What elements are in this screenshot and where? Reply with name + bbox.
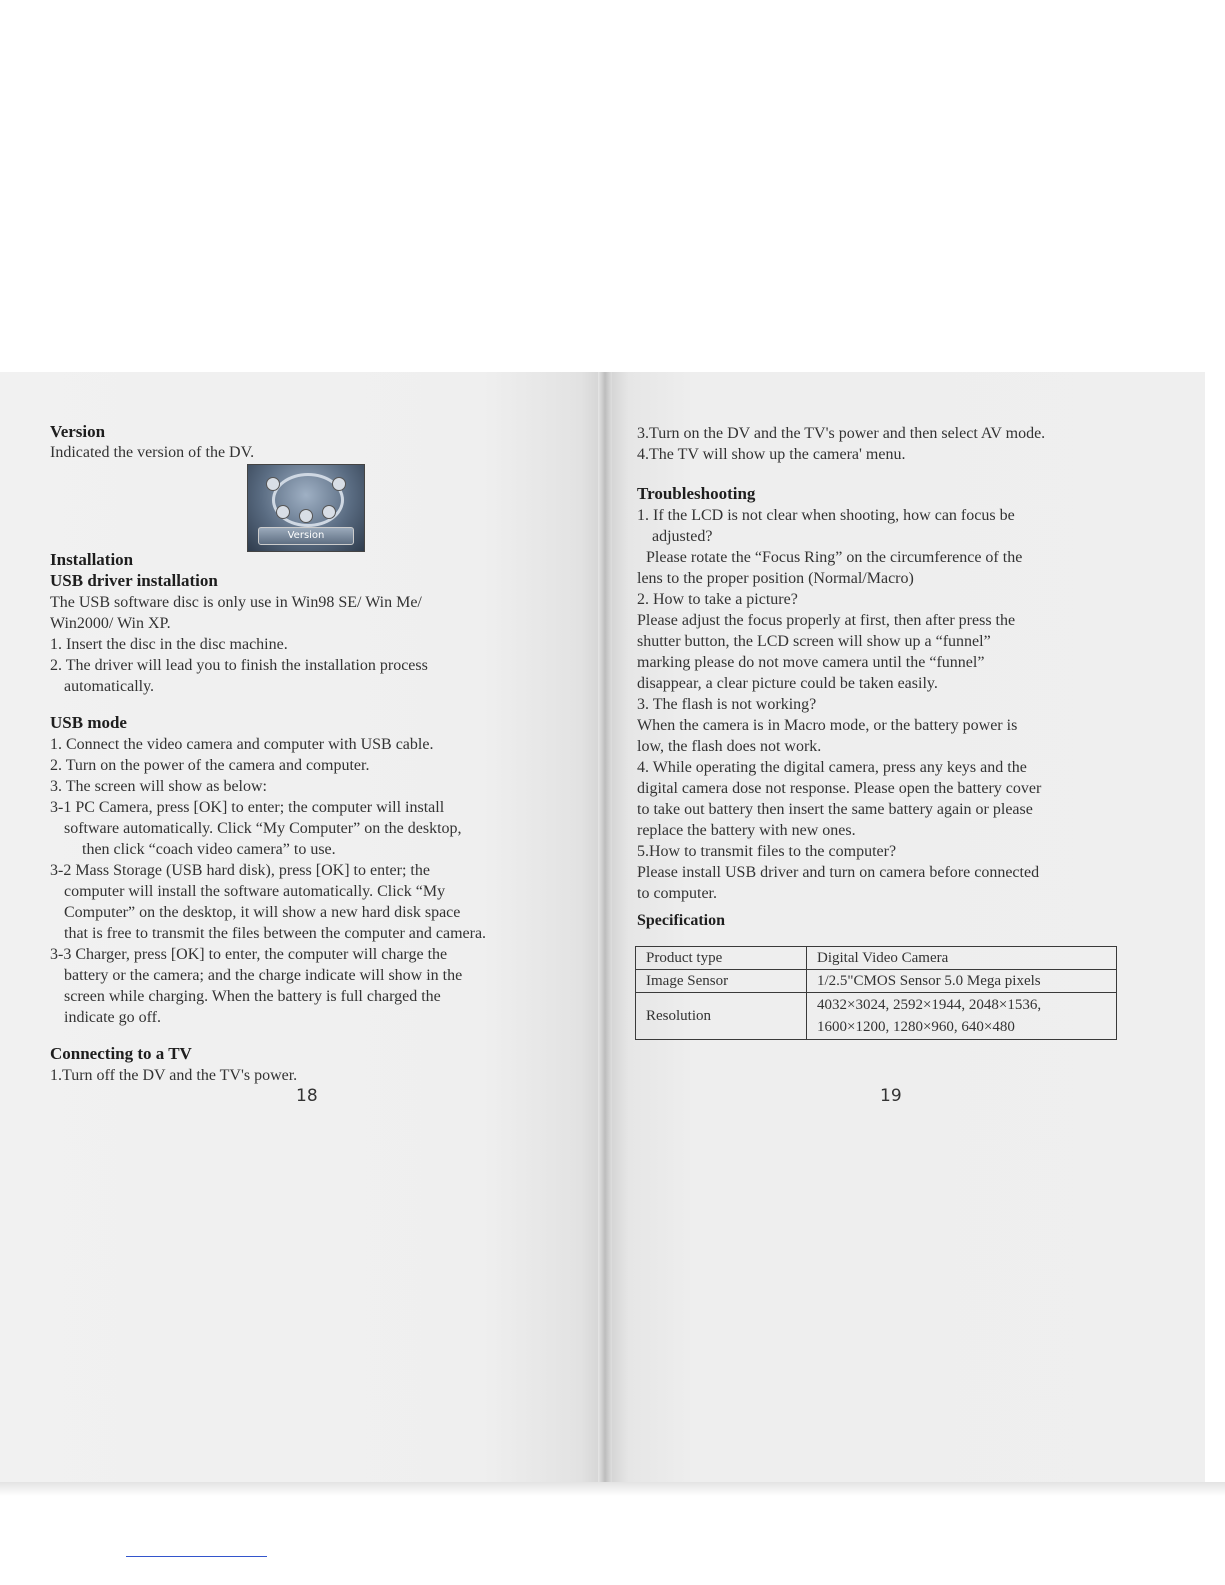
troubleshooting-line: 3. The flash is not working? <box>637 696 817 713</box>
usb-driver-line: Win2000/ Win XP. <box>50 615 171 632</box>
tv-line: 4.The TV will show up the camera' menu. <box>637 446 906 463</box>
usb-mode-line: 1. Connect the video camera and computer with USB cable. <box>50 736 434 753</box>
troubleshooting-line: 2. How to take a picture? <box>637 591 798 608</box>
troubleshooting-line: 5.How to transmit files to the computer? <box>637 843 897 860</box>
troubleshooting-heading: Troubleshooting <box>637 484 756 503</box>
usb-mode-line: 3. The screen will show as below: <box>50 778 267 795</box>
troubleshooting-line: to take out battery then insert the same battery again or please <box>637 801 1033 818</box>
troubleshooting-line: digital camera dose not response. Please open the battery cover <box>637 780 1042 797</box>
usb-mode-line: computer will install the software automatically. Click “My <box>64 883 446 900</box>
version-heading: Version <box>50 422 106 441</box>
troubleshooting-line: adjusted? <box>652 528 713 545</box>
version-screen-image <box>247 464 365 552</box>
troubleshooting-line: When the camera is in Macro mode, or the battery power is <box>637 717 1018 734</box>
troubleshooting-line: shutter button, the LCD screen will show up a “funnel” <box>637 633 991 650</box>
tv-line: 3.Turn on the DV and the TV's power and then select AV mode. <box>637 425 1046 442</box>
version-screen-label: Version <box>258 527 354 545</box>
troubleshooting-line: marking please do not move camera until the “funnel” <box>637 654 985 671</box>
installation-heading: Installation <box>50 550 134 569</box>
usb-mode-heading: USB mode <box>50 713 127 732</box>
menu-dot-icon <box>322 505 336 519</box>
spec-value-resolution <box>807 993 1117 1040</box>
usb-mode-line: screen while charging. When the battery is full charged the <box>64 988 441 1005</box>
usb-driver-line: 1. Insert the disc in the disc machine. <box>50 636 288 653</box>
usb-mode-line: Computer” on the desktop, it will show a new hard disk space <box>64 904 461 921</box>
resolution-line: 1600×1200, 1280×960, 640×480 <box>817 1019 1015 1035</box>
menu-dot-icon <box>299 509 313 523</box>
version-text: Indicated the version of the DV. <box>50 444 255 461</box>
table-row <box>636 993 1117 1040</box>
usb-mode-line: battery or the camera; and the charge indicate will show in the <box>64 967 463 984</box>
menu-dot-icon <box>266 477 280 491</box>
page-number-left: 18 <box>296 1086 318 1106</box>
usb-driver-line: 2. The driver will lead you to finish the installation process <box>50 657 428 674</box>
usb-mode-line: 3-3 Charger, press [OK] to enter, the computer will charge the <box>50 946 448 963</box>
spec-value: Digital Video Camera <box>807 947 1117 970</box>
usb-mode-line: then click “coach video camera” to use. <box>82 841 336 858</box>
specification-table <box>635 946 1117 1040</box>
menu-dot-icon <box>332 477 346 491</box>
usb-mode-line: indicate go off. <box>64 1009 162 1026</box>
usb-mode-line: 3-2 Mass Storage (USB hard disk), press [OK] to enter; the <box>50 862 430 879</box>
troubleshooting-line: lens to the proper position (Normal/Macro) <box>637 570 914 587</box>
page-number-right: 19 <box>880 1086 902 1106</box>
troubleshooting-line: 4. While operating the digital camera, press any keys and the <box>637 759 1027 776</box>
troubleshooting-line: Please install USB driver and turn on camera before connected <box>637 864 1040 881</box>
usb-driver-line: The USB software disc is only use in Win98 SE/ Win Me/ <box>50 594 422 611</box>
table-row <box>636 970 1117 993</box>
specification-heading: Specification <box>637 912 725 929</box>
usb-mode-line: software automatically. Click “My Computer” on the desktop, <box>64 820 462 837</box>
spec-label: Image Sensor <box>636 970 807 993</box>
troubleshooting-line: low, the flash does not work. <box>637 738 822 755</box>
usb-mode-line: that is free to transmit the files between the computer and camera. <box>64 925 487 942</box>
troubleshooting-line: Please adjust the focus properly at first, then after press the <box>637 612 1016 629</box>
usb-driver-line: automatically. <box>64 678 155 695</box>
troubleshooting-line: replace the battery with new ones. <box>637 822 856 839</box>
menu-dot-icon <box>276 505 290 519</box>
troubleshooting-line: to computer. <box>637 885 717 902</box>
tv-line: 1.Turn off the DV and the TV's power. <box>50 1067 298 1084</box>
link-underline <box>126 1556 267 1557</box>
resolution-line: 4032×3024, 2592×1944, 2048×1536, <box>817 997 1042 1013</box>
spec-label: Resolution <box>636 993 807 1040</box>
tv-heading: Connecting to a TV <box>50 1044 192 1063</box>
troubleshooting-line: 1. If the LCD is not clear when shooting, how can focus be <box>637 507 1015 524</box>
spec-label: Product type <box>636 947 807 970</box>
book-gutter <box>598 372 612 1492</box>
table-row <box>636 947 1117 970</box>
troubleshooting-line: Please rotate the “Focus Ring” on the circumference of the <box>646 549 1023 566</box>
spec-value: 1/2.5"CMOS Sensor 5.0 Mega pixels <box>807 970 1117 993</box>
page-edge-shadow <box>0 1482 1225 1496</box>
usb-driver-heading: USB driver installation <box>50 571 218 590</box>
usb-mode-line: 2. Turn on the power of the camera and computer. <box>50 757 370 774</box>
usb-mode-line: 3-1 PC Camera, press [OK] to enter; the computer will install <box>50 799 445 816</box>
troubleshooting-line: disappear, a clear picture could be taken easily. <box>637 675 938 692</box>
